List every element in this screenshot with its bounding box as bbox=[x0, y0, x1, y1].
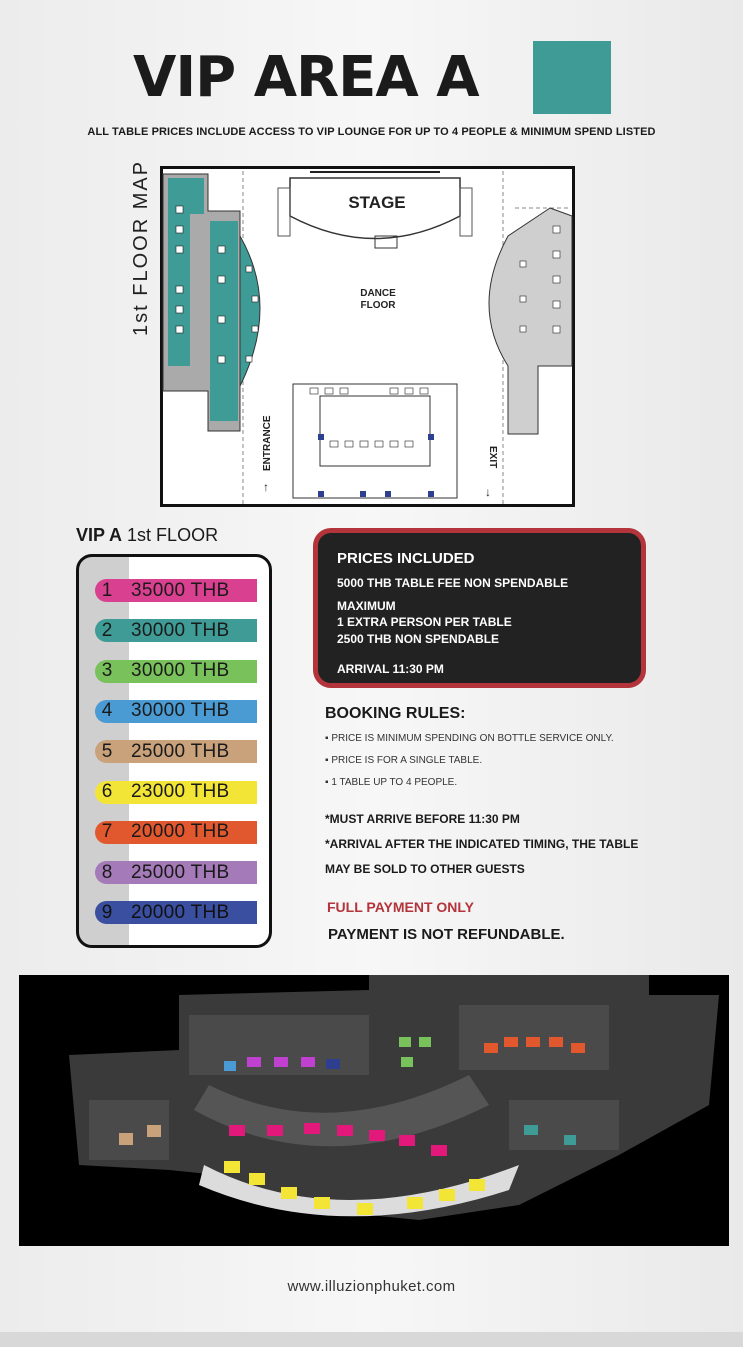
maximum-line: MAXIMUM bbox=[337, 599, 396, 613]
price-row bbox=[95, 579, 257, 602]
table-price: 30000 THB bbox=[131, 660, 230, 682]
booking-rules-heading: BOOKING RULES: bbox=[325, 705, 466, 722]
price-row bbox=[95, 619, 257, 642]
floor-map-label: 1st FLOOR MAP bbox=[130, 159, 152, 336]
entrance-label: ENTRANCE bbox=[262, 415, 273, 471]
table-number: 8 bbox=[101, 861, 113, 883]
table-number: 6 bbox=[101, 781, 113, 802]
rule-item: ▪ PRICE IS FOR A SINGLE TABLE. bbox=[325, 755, 483, 766]
table-price: 20000 THB bbox=[131, 821, 230, 843]
table-price: 20000 THB bbox=[131, 901, 230, 923]
exit-label: EXIT bbox=[487, 446, 498, 469]
arrival-note: *MUST ARRIVE BEFORE 11:30 PM bbox=[325, 812, 520, 826]
table-price: 30000 THB bbox=[131, 700, 230, 722]
svg-text:↑: ↑ bbox=[263, 480, 269, 494]
arrival-line: ARRIVAL 11:30 PM bbox=[337, 662, 444, 676]
table-price: 25000 THB bbox=[131, 740, 230, 762]
late-arrival-note: *ARRIVAL AFTER THE INDICATED TIMING, THE TABLE bbox=[325, 837, 639, 851]
stage-label: STAGE bbox=[348, 193, 406, 212]
bottom-bar bbox=[0, 1332, 743, 1347]
table-price: 25000 THB bbox=[131, 861, 230, 883]
table-number: 7 bbox=[101, 821, 113, 843]
price-row bbox=[95, 861, 257, 884]
extra-person-line: 1 EXTRA PERSON PER TABLE bbox=[337, 615, 512, 629]
late-arrival-note-cont: MAY BE SOLD TO OTHER GUESTS bbox=[325, 862, 525, 876]
table-number: 9 bbox=[101, 901, 113, 923]
table-price: 23000 THB bbox=[131, 781, 230, 802]
table-price: 30000 THB bbox=[131, 619, 230, 641]
full-payment-note: FULL PAYMENT ONLY bbox=[327, 899, 475, 915]
table-number: 5 bbox=[101, 740, 113, 762]
non-refundable-note: PAYMENT IS NOT REFUNDABLE. bbox=[328, 926, 565, 943]
price-row bbox=[95, 821, 257, 844]
table-fee-line: 5000 THB TABLE FEE NON SPENDABLE bbox=[337, 576, 569, 590]
price-row bbox=[95, 660, 257, 683]
table-price: 35000 THB bbox=[131, 579, 230, 601]
price-row bbox=[95, 740, 257, 763]
table-number: 1 bbox=[101, 579, 113, 601]
website-url: www.illuzionphuket.com bbox=[287, 1278, 456, 1295]
svg-text:FLOOR: FLOOR bbox=[360, 300, 396, 311]
rule-item: ▪ PRICE IS MINIMUM SPENDING ON BOTTLE SERVICE ONLY. bbox=[325, 733, 614, 744]
price-list bbox=[76, 554, 272, 948]
price-row bbox=[95, 700, 257, 723]
vip-color-swatch bbox=[533, 41, 611, 114]
price-row bbox=[95, 781, 257, 804]
dance-floor-label: DANCE bbox=[360, 288, 396, 299]
svg-text:↓: ↓ bbox=[485, 485, 491, 499]
floor-map bbox=[160, 166, 575, 507]
table-number: 2 bbox=[101, 619, 113, 641]
vip-section-heading: VIP A 1st FLOOR bbox=[76, 525, 219, 545]
rule-item: ▪ 1 TABLE UP TO 4 PEOPLE. bbox=[325, 777, 458, 788]
extra-fee-line: 2500 THB NON SPENDABLE bbox=[337, 632, 500, 646]
subtitle: ALL TABLE PRICES INCLUDE ACCESS TO VIP LOUNGE FOR UP TO 4 PEOPLE & MINIMUM SPEND LISTED bbox=[87, 126, 656, 138]
page-title: VIP AREA A bbox=[133, 45, 479, 110]
table-number: 4 bbox=[101, 700, 113, 722]
table-number: 3 bbox=[101, 660, 113, 682]
venue-3d-render bbox=[19, 975, 729, 1246]
prices-included-box bbox=[313, 528, 646, 688]
price-row bbox=[95, 901, 257, 924]
prices-included-heading: PRICES INCLUDED bbox=[337, 550, 475, 567]
